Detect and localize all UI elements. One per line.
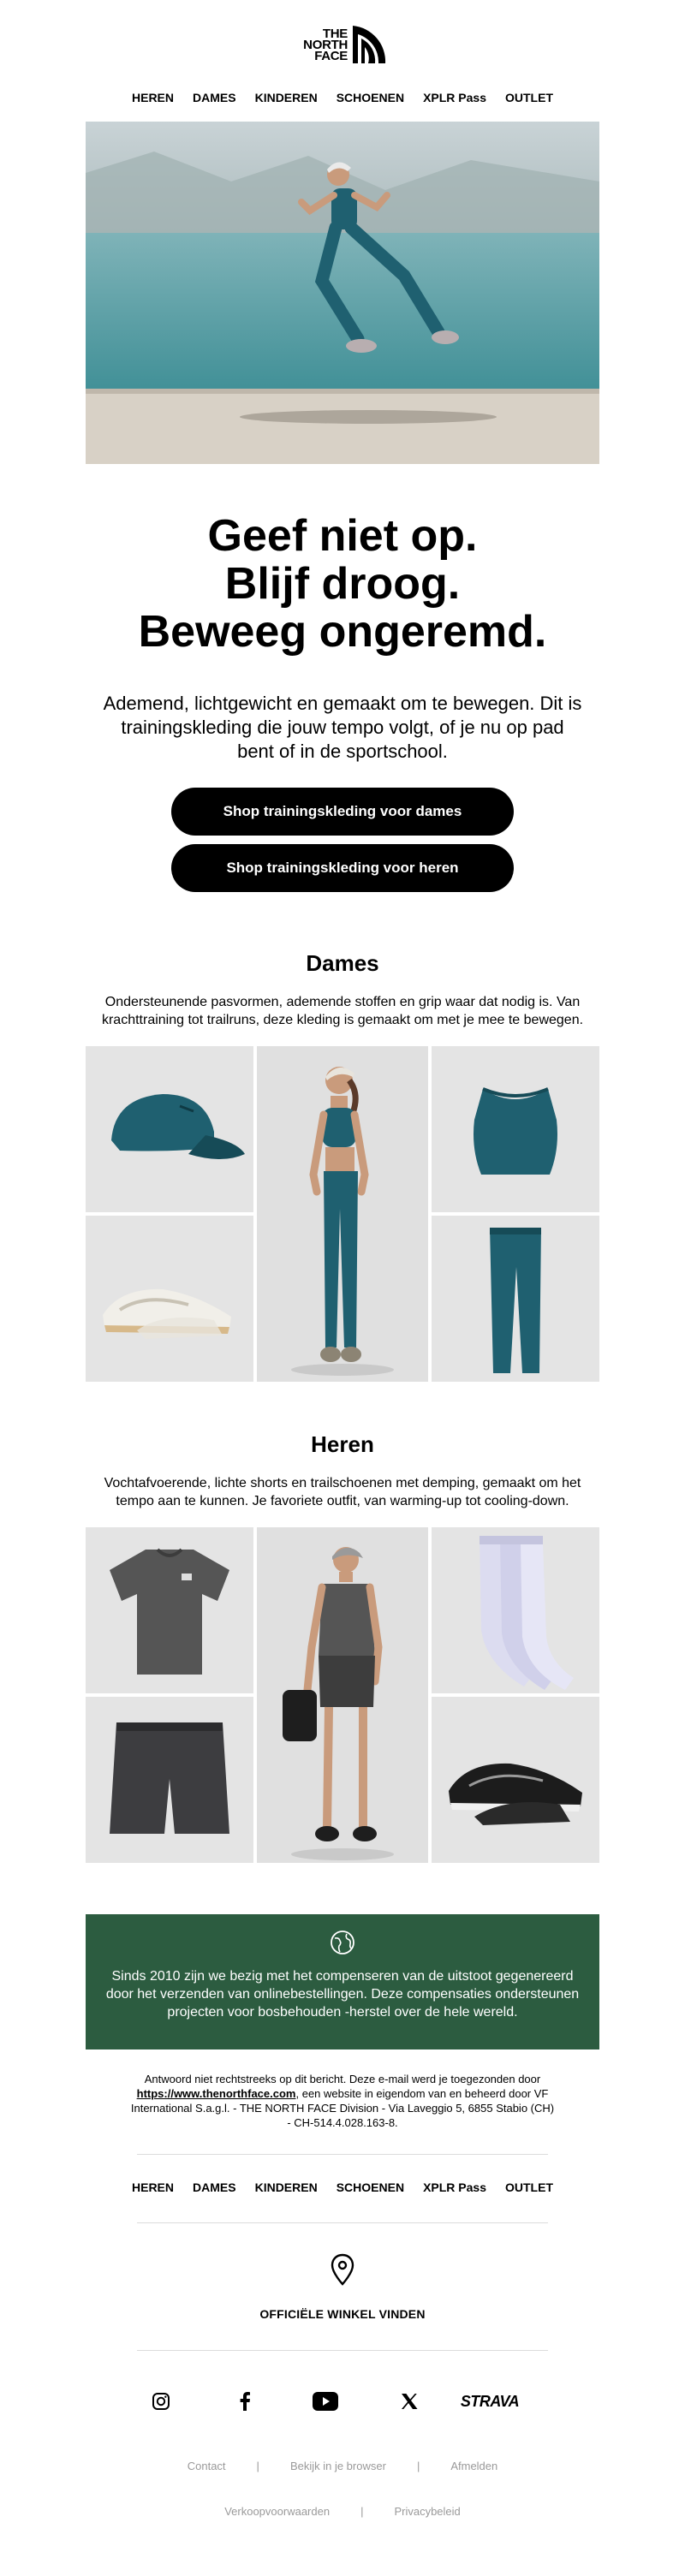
find-store-link[interactable]: OFFICIËLE WINKEL VINDEN xyxy=(259,2307,426,2321)
men-shoes-image xyxy=(432,1697,599,1863)
hero-headline xyxy=(86,512,599,656)
product-tile-women-shoes[interactable] xyxy=(86,1216,253,1382)
footer-separator: | xyxy=(256,2460,259,2472)
footer-links-row-2 xyxy=(86,2505,599,2518)
leggings-image xyxy=(432,1216,599,1382)
contact-link[interactable]: Contact xyxy=(187,2460,226,2472)
nav-item-dames[interactable]: DAMES xyxy=(193,91,236,104)
brand-logo[interactable] xyxy=(291,21,394,68)
view-in-browser-link[interactable]: Bekijk in je browser xyxy=(289,2460,386,2472)
eco-text: Sinds 2010 zijn we bezig met het compenseren van de uitstoot gegenereerd door het verzenden van onlinebestellingen. Deze compensaties ondersteunen projecten voor bosbehouden -herstel over de hele wereld. xyxy=(105,1969,580,2020)
website-link[interactable]: https://www.thenorthface.com xyxy=(136,2087,296,2100)
instagram-icon[interactable] xyxy=(149,2389,173,2414)
strava-icon[interactable]: STRAVA xyxy=(460,2392,520,2410)
hero-intro-text: Ademend, lichtgewicht en gemaakt om te bewegen. Dit is trainingskleding die jouw tempo volgt, of je nu op pad bent of in de sportschool. xyxy=(103,693,582,762)
headline-line-1: Geef niet op. xyxy=(207,511,478,561)
footer-nav-item-dames[interactable]: DAMES xyxy=(193,2180,236,2194)
privacy-link[interactable]: Privacybeleid xyxy=(394,2505,461,2518)
product-tile-leggings[interactable] xyxy=(432,1216,599,1382)
shop-men-button[interactable]: Shop trainingskleding voor heren xyxy=(171,844,514,892)
footer-links-row-1 xyxy=(86,2460,599,2472)
footer-nav xyxy=(0,2180,685,2194)
nav-item-xplr-pass[interactable]: XPLR Pass xyxy=(423,91,486,104)
shop-women-button[interactable]: Shop trainingskleding voor dames xyxy=(171,788,514,836)
legal-notice xyxy=(128,2072,557,2130)
footer-nav-item-xplr-pass[interactable]: XPLR Pass xyxy=(423,2180,486,2194)
headline-line-2: Blijf droog. xyxy=(224,559,461,609)
product-tile-men-shoes[interactable] xyxy=(432,1697,599,1863)
legal-text-after: , een website in eigendom van en beheerd door VF International S.a.g.l. - THE NORTH FACE Division - Via Laveggio 5, 6855 Stabio (CH) - CH-514.4.028.163-8. xyxy=(130,2087,555,2129)
footer-nav-item-heren[interactable]: HEREN xyxy=(132,2180,175,2194)
hero-image[interactable] xyxy=(86,122,599,464)
top-nav xyxy=(0,91,685,104)
footer-separator: | xyxy=(416,2460,420,2472)
nav-item-heren[interactable]: HEREN xyxy=(132,91,175,104)
sports-top-image xyxy=(432,1046,599,1212)
footer-separator: | xyxy=(360,2505,364,2518)
men-model-image xyxy=(257,1527,428,1863)
product-tile-cap[interactable] xyxy=(86,1046,253,1212)
footer-nav-item-outlet[interactable]: OUTLET xyxy=(505,2180,553,2194)
globe-icon xyxy=(330,1930,355,1955)
socks-image xyxy=(432,1527,599,1693)
women-section-title: Dames xyxy=(306,950,379,976)
women-model-image xyxy=(257,1046,428,1382)
men-section-description: Vochtafvoerende, lichte shorts en trailschoenen met demping, gemaakt om het tempo aan te kunnen. Je favoriete outfit, van warming-up tot cooling-down. xyxy=(104,1476,581,1508)
product-tile-tshirt[interactable] xyxy=(86,1527,253,1693)
footer-divider-mid xyxy=(137,2222,548,2223)
cap-image xyxy=(86,1046,253,1212)
product-tile-men-model[interactable] xyxy=(257,1527,428,1863)
half-dome-logo-icon xyxy=(349,24,387,65)
men-section-title: Heren xyxy=(311,1431,374,1457)
x-icon[interactable] xyxy=(397,2389,421,2414)
eco-banner xyxy=(86,1914,599,2049)
women-shoes-image xyxy=(86,1216,253,1382)
nav-item-outlet[interactable]: OUTLET xyxy=(505,91,553,104)
legal-text-before: Antwoord niet rechtstreeks op dit bericht. Deze e-mail werd je toegezonden door xyxy=(144,2073,541,2085)
shorts-image xyxy=(86,1697,253,1863)
logo-wordmark: THE NORTH FACE xyxy=(303,26,348,63)
headline-line-3: Beweeg ongeremd. xyxy=(138,607,547,657)
women-section-description: Ondersteunende pasvormen, ademende stoffen en grip waar dat nodig is. Van krachttraining tot trailruns, deze kleding is gemaakt om met je mee te bewegen. xyxy=(101,995,584,1027)
product-tile-women-model[interactable] xyxy=(257,1046,428,1382)
youtube-icon[interactable] xyxy=(310,2389,341,2414)
location-pin-icon[interactable] xyxy=(331,2253,354,2286)
product-tile-sports-top[interactable] xyxy=(432,1046,599,1212)
product-tile-socks[interactable] xyxy=(432,1527,599,1693)
footer-divider-social xyxy=(137,2350,548,2351)
product-tile-shorts[interactable] xyxy=(86,1697,253,1863)
terms-link[interactable]: Verkoopvoorwaarden xyxy=(224,2505,331,2518)
footer-nav-item-kinderen[interactable]: KINDEREN xyxy=(254,2180,318,2194)
facebook-icon[interactable] xyxy=(233,2389,257,2414)
footer-divider-top xyxy=(137,2154,548,2155)
hero-runner-illustration xyxy=(86,122,599,464)
footer-nav-item-schoenen[interactable]: SCHOENEN xyxy=(336,2180,405,2194)
tshirt-image xyxy=(86,1527,253,1693)
unsubscribe-link[interactable]: Afmelden xyxy=(450,2460,498,2472)
nav-item-schoenen[interactable]: SCHOENEN xyxy=(336,91,405,104)
nav-item-kinderen[interactable]: KINDEREN xyxy=(254,91,318,104)
